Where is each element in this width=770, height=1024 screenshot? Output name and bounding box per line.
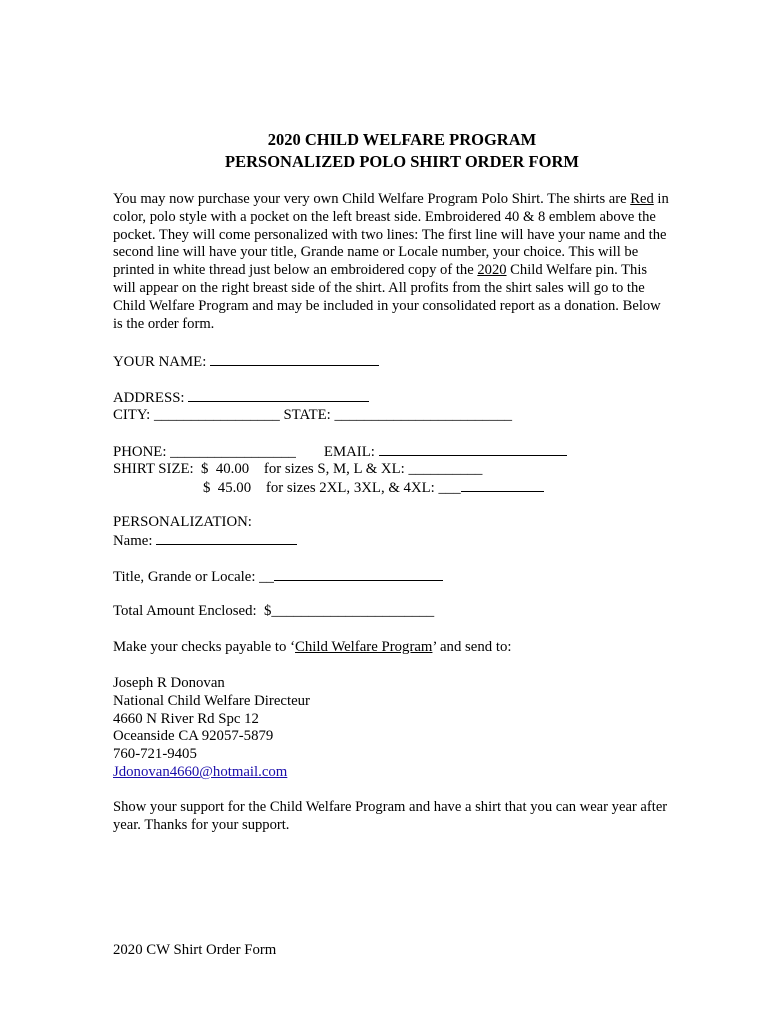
payable-row — [113, 638, 512, 656]
intro-year: 2020 — [477, 262, 507, 279]
intro-text-3: Child Welfare pin. This will appear on the right breast side of the shirt. All profits from the shirt sales will go to the Child Welfare Program and may be included in your consolidated report as a donation. Below is the order form. — [113, 262, 661, 332]
intro-text-1: You may now purchase your very own Child Welfare Program Polo Shirt. The shirts are — [113, 191, 631, 207]
shirt-size-2-label[interactable]: $ 45.00 for sizes 2XL, 3XL, & 4XL: ___ — [203, 480, 461, 496]
email-label: EMAIL: — [323, 444, 379, 460]
your-name-row — [113, 352, 379, 371]
pers-name-label: Name: — [113, 533, 157, 549]
address-field[interactable] — [196, 388, 369, 402]
intro-text-2: in color, polo style with a pocket on the left breast side. Embroidered 40 & 8 emblem above the pocket. They will come personalized with two lines: The first line will have your name and the second line will have your title, Grande name or Locale number, your choice. This will be printed in white thread just below an embroidered copy of the — [113, 191, 669, 279]
personalization-label: PERSONALIZATION: — [113, 514, 252, 530]
address-title: National Child Welfare Directeur — [113, 693, 310, 709]
intro-red: Red — [630, 191, 654, 207]
title-grande-label: Title, Grande or Locale: __ — [113, 569, 274, 585]
phone-label[interactable]: PHONE: _________________ — [113, 444, 296, 460]
email-link[interactable]: Jdonovan4660@hotmail.com — [113, 764, 288, 780]
intro-paragraph — [113, 191, 673, 333]
payable-payee: Child Welfare Program — [295, 639, 433, 655]
city-label[interactable]: CITY: _________________ — [113, 407, 284, 423]
shirt-size-2-field[interactable] — [461, 478, 537, 492]
address-name: Joseph R Donovan — [113, 675, 225, 691]
state-label[interactable]: STATE: ________________________ — [283, 407, 513, 423]
shirt-size-row-1[interactable]: SHIRT SIZE: $ 40.00 for sizes S, M, L & XL: __________ — [113, 461, 483, 477]
address-phone: 760-721-9405 — [113, 746, 197, 762]
city-state-row — [113, 406, 512, 424]
pers-name-field[interactable] — [156, 531, 297, 545]
shirt-size-row-2 — [203, 478, 544, 497]
phone-email-row — [113, 442, 567, 461]
payable-before: Make your checks payable to ‘ — [113, 639, 296, 655]
address-street: 4660 N River Rd Spc 12 — [113, 711, 259, 727]
your-name-label: YOUR NAME: — [113, 354, 211, 370]
payable-after: ’ and send to: — [432, 639, 512, 655]
form-title-line-2: PERSONALIZED POLO SHIRT ORDER FORM — [225, 152, 579, 171]
total-amount-row[interactable]: Total Amount Enclosed: $______________________ — [113, 603, 435, 619]
address-label: ADDRESS: — [113, 390, 189, 406]
title-grande-field[interactable] — [274, 567, 443, 581]
pers-name-row — [113, 531, 297, 550]
title-grande-row — [113, 567, 443, 586]
page-footer: 2020 CW Shirt Order Form — [113, 942, 277, 958]
email-field[interactable] — [389, 442, 567, 456]
address-row — [113, 388, 369, 407]
form-title-line-1: 2020 CHILD WELFARE PROGRAM — [267, 130, 537, 149]
closing-paragraph: Show your support for the Child Welfare Program and have a shirt that you can wear year after year. Thanks for your support. — [113, 799, 668, 833]
address-city: Oceanside CA 92057-5879 — [113, 728, 274, 744]
your-name-field[interactable] — [224, 352, 379, 366]
